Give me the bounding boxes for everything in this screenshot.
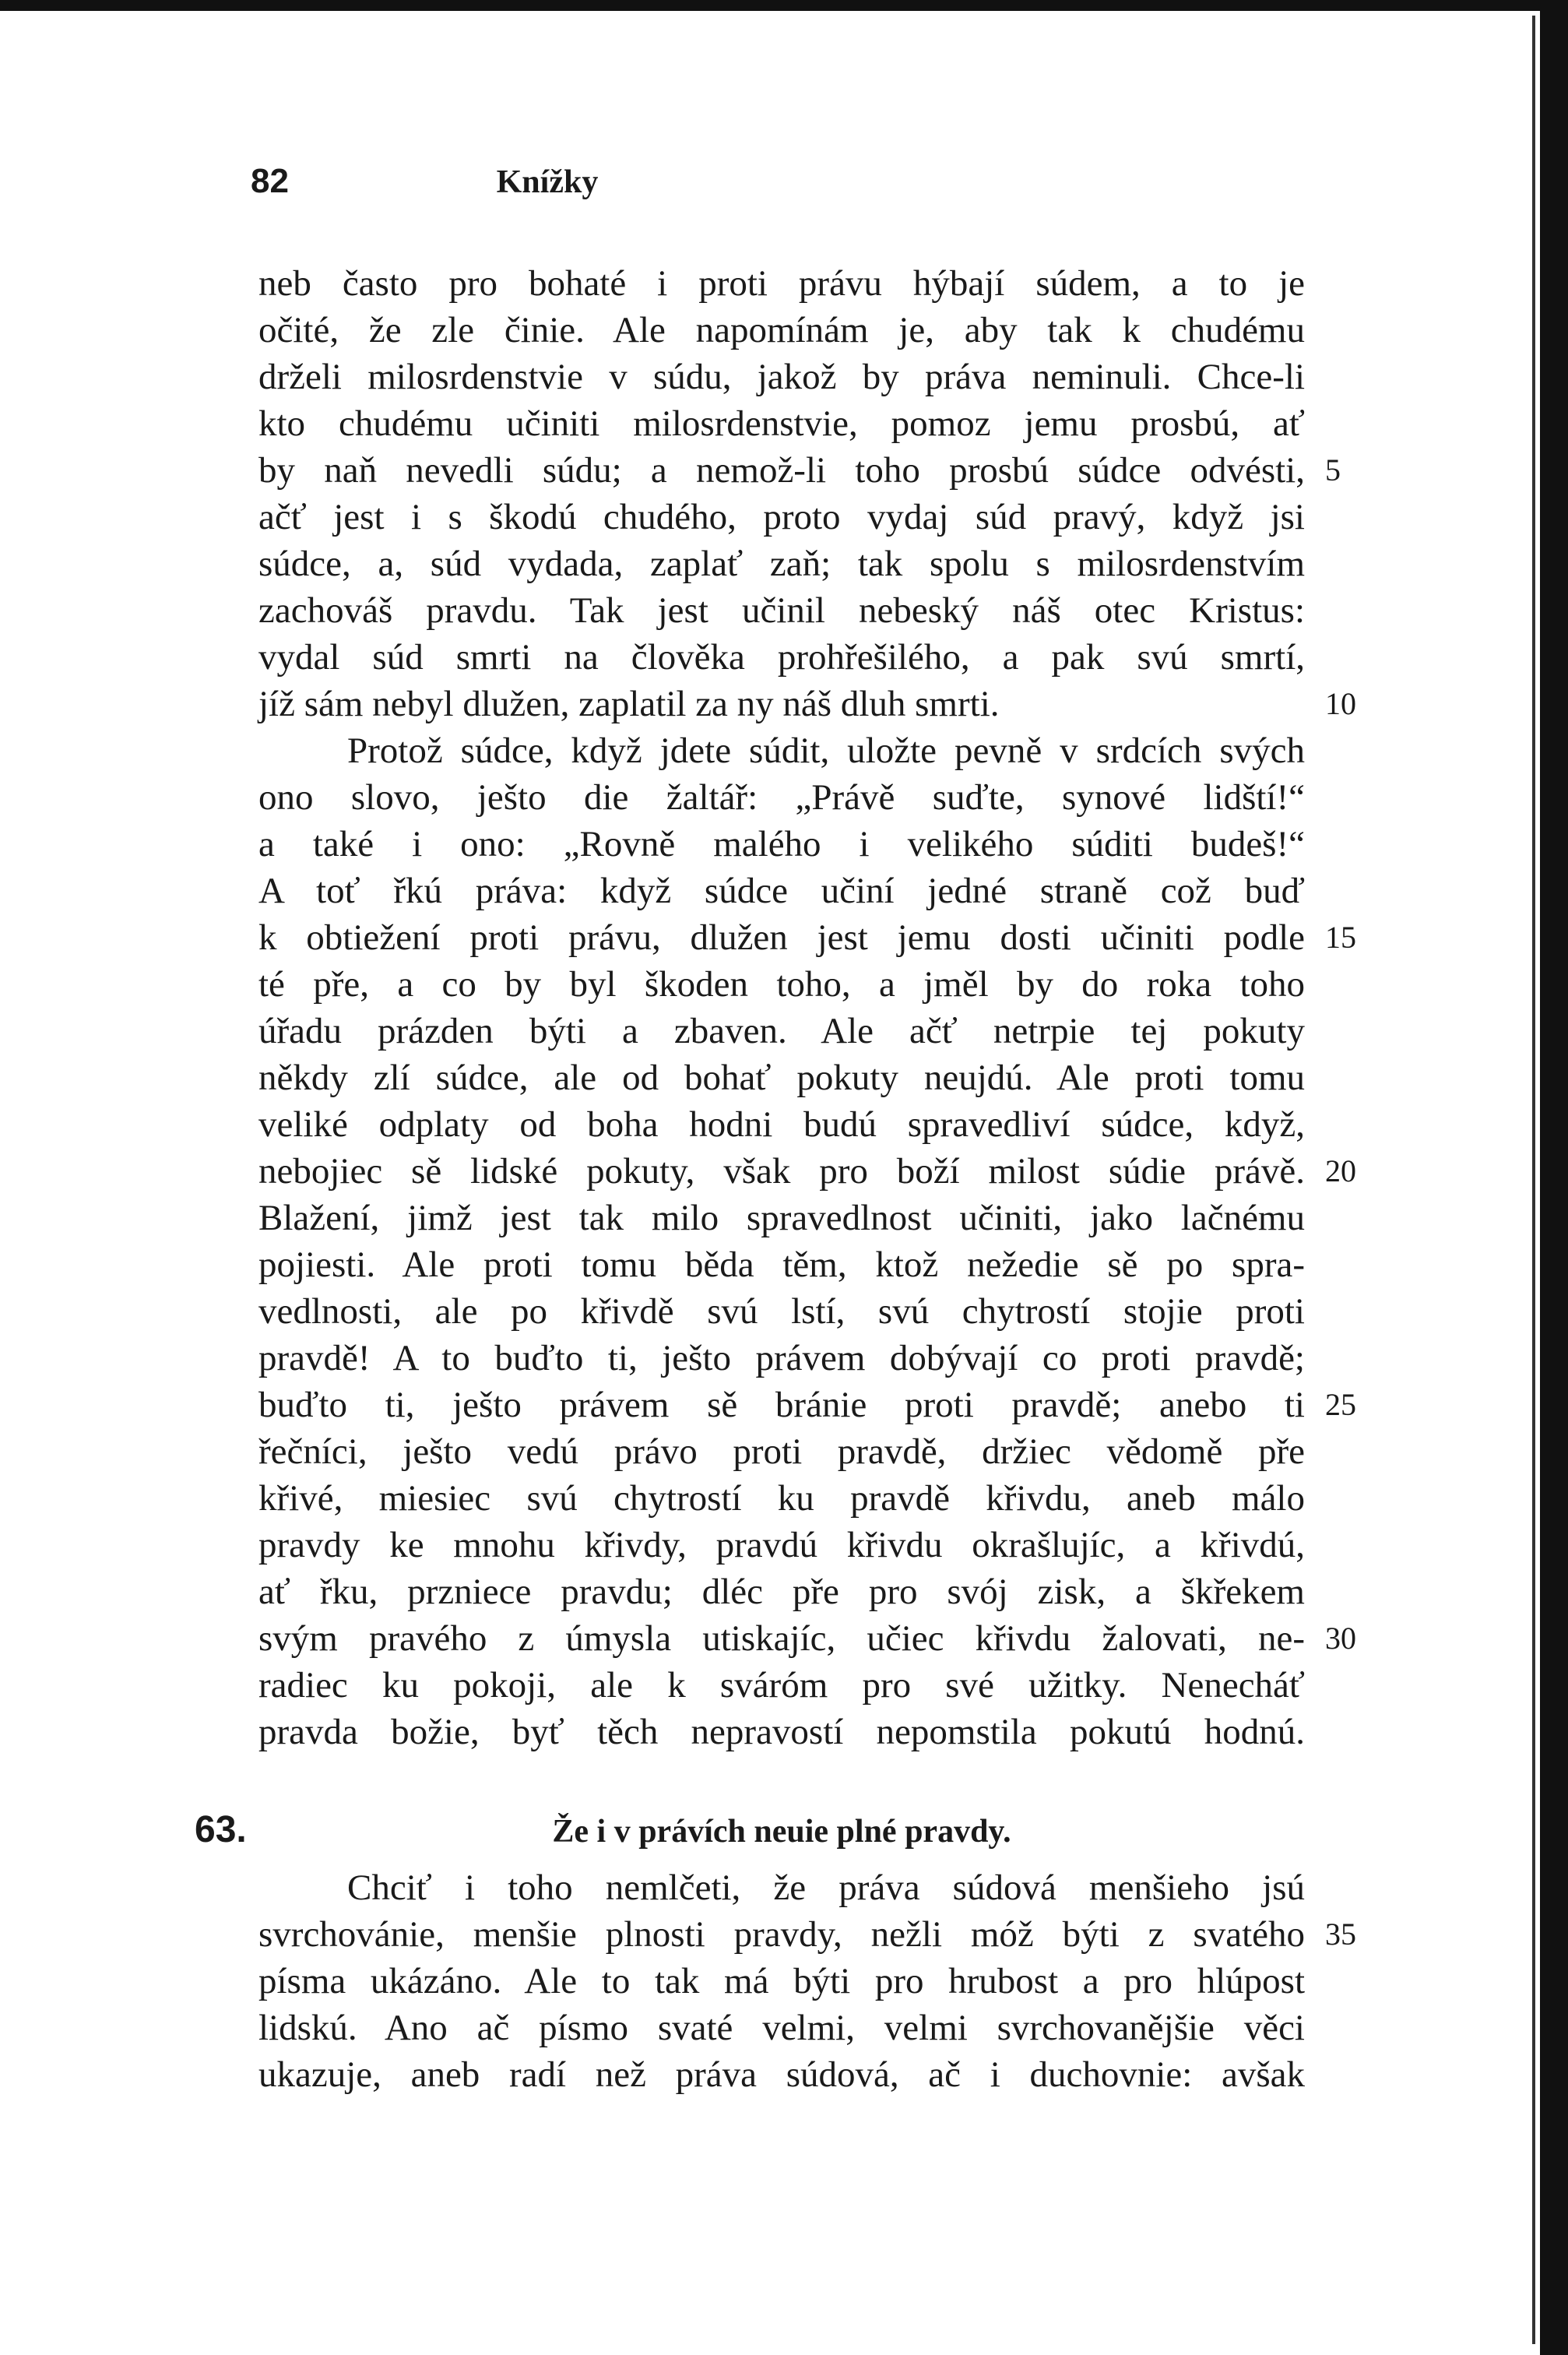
section-heading: Že i v právích neuie plné pravdy. [552, 1814, 1011, 1850]
page-header-title: Knížky [496, 164, 599, 200]
text-line: buďto ti, ješto právem sě bránie proti pravdě; anebo ti [258, 1385, 1305, 1425]
text-line: křivé, miesiec svú chytrostí ku pravdě křivdu, aneb málo [258, 1478, 1305, 1519]
text-line: písma ukázáno. Ale to tak má býti pro hrubost a pro hlúpost [258, 1961, 1305, 2001]
margin-line-number: 35 [1325, 1917, 1356, 1952]
text-line: někdy zlí súdce, ale od bohať pokuty neujdú. Ale proti tomu [258, 1058, 1305, 1098]
text-line: kto chudému učiniti milosrdenstvie, pomoz jemu prosbú, ať [258, 403, 1305, 444]
page-number: 82 [251, 162, 289, 200]
text-line: ono slovo, ješto die žaltář: „Právě suďte, synové lidští!“ [258, 777, 1305, 818]
margin-line-number: 15 [1325, 920, 1356, 955]
text-line: té pře, a co by byl škoden toho, a jměl by do roka toho [258, 964, 1305, 1005]
text-line: Chciť i toho nemlčeti, že práva súdová menšieho jsú [347, 1867, 1305, 1908]
text-line: řečníci, ješto vedú právo proti pravdě, držiec vědomě pře [258, 1431, 1305, 1472]
running-head [251, 162, 844, 209]
text-line: pravdy ke mnohu křivdy, pravdú křivdu okrašlujíc, a křivdú, [258, 1525, 1305, 1565]
margin-line-number: 20 [1325, 1153, 1356, 1188]
text-line: ať řku, przniece pravdu; dléc pře pro svój zisk, a škřekem [258, 1572, 1305, 1612]
text-line: vedlnosti, ale po křivdě svú lstí, svú chytrostí stojie proti [258, 1291, 1305, 1332]
text-line: svrchovánie, menšie plnosti pravdy, nežli móž býti z svatého [258, 1914, 1305, 1955]
text-line: a také i ono: „Rovně malého i velikého súditi budeš!“ [258, 824, 1305, 864]
text-line: zachováš pravdu. Tak jest učinil nebeský náš otec Kristus: [258, 590, 1305, 631]
text-line: drželi milosrdenstvie v súdu, jakož by práva neminuli. Chce-li [258, 357, 1305, 397]
text-line: Blažení, jimž jest tak milo spravedlnost učiniti, jako lačnému [258, 1198, 1305, 1238]
text-line: neb často pro bohaté i proti právu hýbají súdem, a to je [258, 263, 1305, 304]
text-line: očité, že zle činie. Ale napomínám je, aby tak k chudému [258, 310, 1305, 350]
text-line: pravdě! A to buďto ti, ješto právem dobývají co proti pravdě; [258, 1338, 1305, 1378]
text-line: ačť jest i s škodú chudého, proto vydaj súd pravý, když jsi [258, 497, 1305, 537]
scan-border-top [0, 0, 1568, 11]
margin-line-number: 5 [1325, 452, 1341, 488]
text-line: vydal súd smrti na člověka prohřešilého, a pak svú smrtí, [258, 637, 1305, 678]
paragraph-3 [258, 1864, 1305, 2098]
text-line: pojiesti. Ale proti tomu běda těm, ktož nežedie sě po spra- [258, 1244, 1305, 1285]
margin-line-number: 10 [1325, 686, 1356, 721]
text-line: ukazuje, aneb radí než práva súdová, ač i duchovnie: avšak [258, 2054, 1305, 2095]
text-line: nebojiec sě lidské pokuty, však pro boží milost súdie právě. [258, 1151, 1305, 1192]
text-line: radiec ku pokoji, ale k sváróm pro své užitky. Nenecháť [258, 1665, 1305, 1706]
paragraph-1 [258, 260, 1305, 727]
scan-inner-edge [1532, 16, 1535, 2344]
text-line: jíž sám nebyl dlužen, zaplatil za ny náš dluh smrti. [258, 684, 1000, 724]
text-line: úřadu prázden býti a zbaven. Ale ačť netrpie tej pokuty [258, 1011, 1305, 1051]
text-line: pravda božie, byť těch nepravostí nepomstila pokutú hodnú. [258, 1712, 1305, 1752]
text-line: veliké odplaty od boha hodni budú spravedliví súdce, když, [258, 1104, 1305, 1145]
margin-line-number: 25 [1325, 1387, 1356, 1422]
section-number: 63. [195, 1809, 247, 1850]
text-line: svým pravého z úmysla utiskajíc, učiec křivdu žalovati, ne- [258, 1618, 1305, 1659]
paragraph-2 [258, 727, 1305, 1755]
text-line: Protož súdce, když jdete súdit, uložte pevně v srdcích svých [347, 730, 1305, 771]
margin-line-number: 30 [1325, 1621, 1356, 1656]
text-line: súdce, a, súd vydada, zaplať zaň; tak spolu s milosrdenstvím [258, 544, 1305, 584]
text-line: A toť řkú práva: když súdce učiní jedné straně což buď [258, 871, 1305, 911]
text-line: lidskú. Ano ač písmo svaté velmi, velmi svrchovanějšie věci [258, 2008, 1305, 2048]
text-line: k obtiežení proti právu, dlužen jest jemu dosti učiniti podle [258, 917, 1305, 958]
text-line: by naň nevedli súdu; a nemož-li toho prosbú súdce odvésti, [258, 450, 1305, 491]
scan-border-right [1540, 0, 1568, 2355]
